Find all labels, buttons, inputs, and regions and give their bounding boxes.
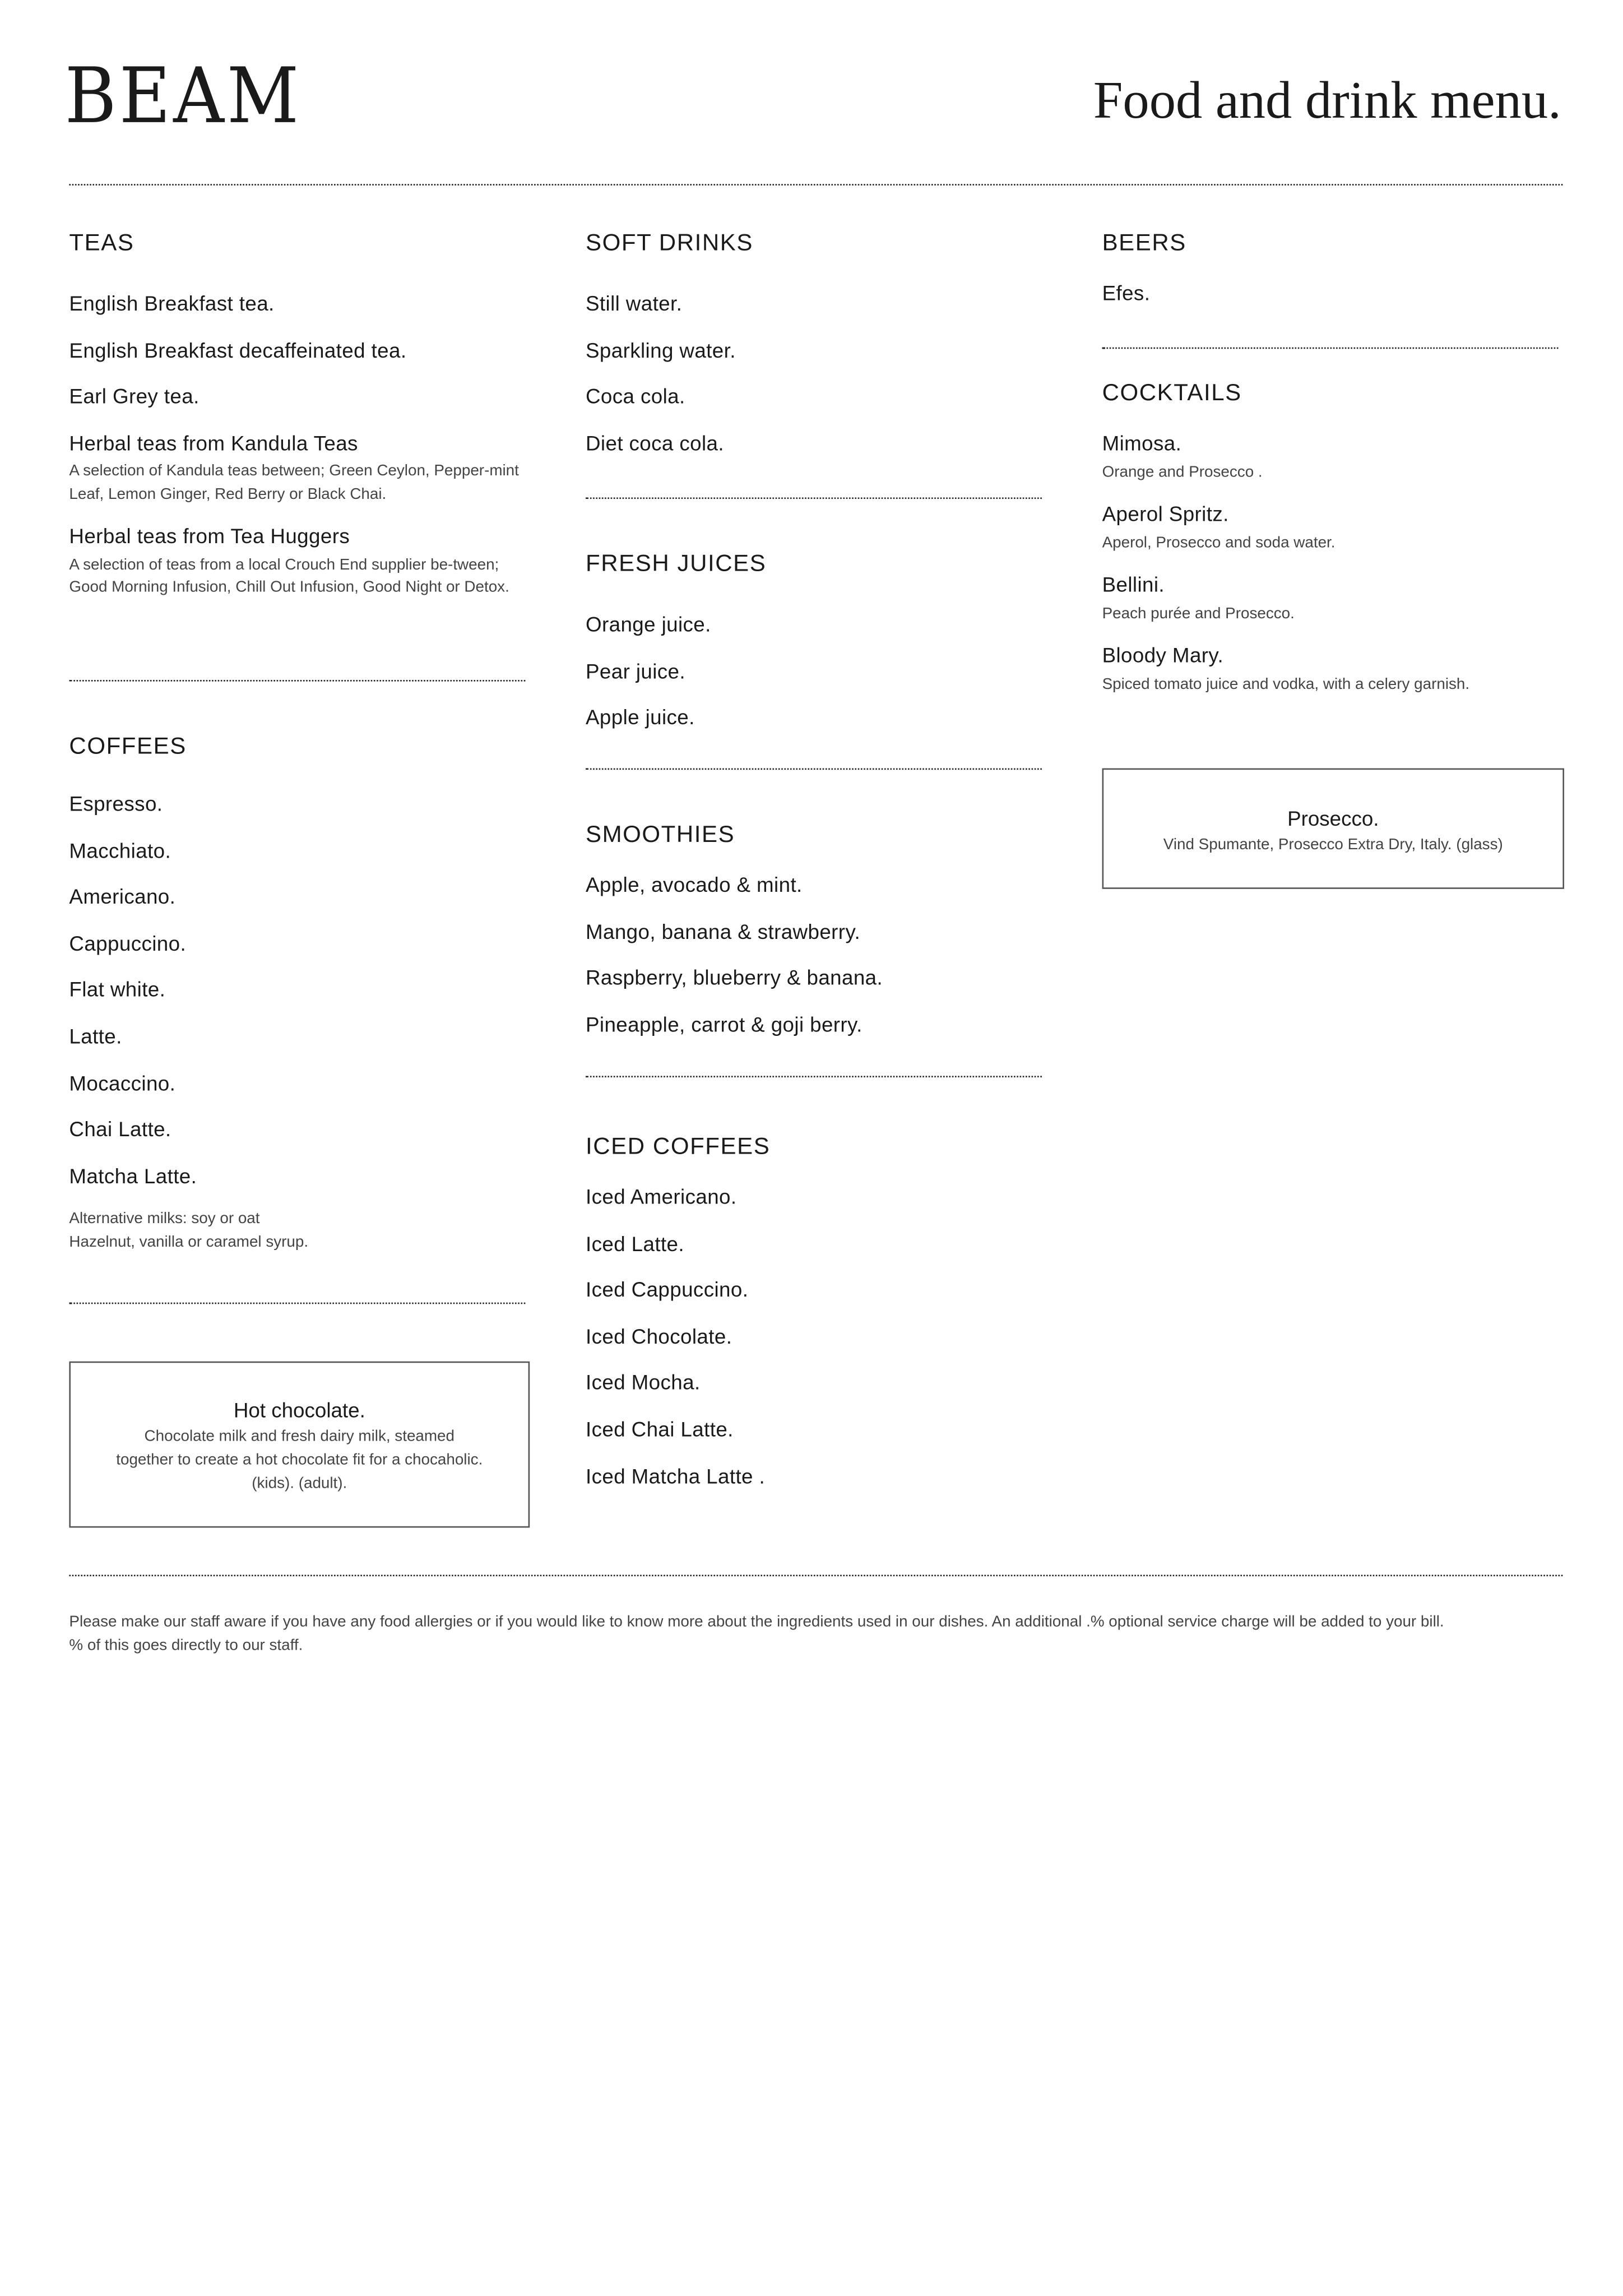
footer-line: Please make our staff aware if you have any food allergies or if you would like to know more about the ingredients used in our dishes. An additional .% optional service charge will be added to your bill. [69, 1613, 1444, 1631]
menu-item: Coca cola. [585, 384, 685, 408]
footer-note [69, 1610, 1570, 1657]
menu-item: Iced Latte. [585, 1231, 684, 1255]
smoothies-section [586, 821, 1049, 1056]
menu-item: Aperol Spritz. [1102, 502, 1229, 526]
menu-item: English Breakfast decaffeinated tea. [69, 337, 407, 362]
menu-item: Bloody Mary. [1102, 644, 1224, 668]
menu-item: Espresso. [69, 791, 163, 816]
menu-item: Iced Cappuccino. [585, 1277, 749, 1302]
footer-line: % of this goes directly to our staff. [69, 1636, 303, 1655]
prosecco-description: Vind Spumante, Prosecco Extra Dry, Italy. (glass) [1163, 836, 1503, 854]
menu-item-description: A selection of teas from a local Crouch End supplier be-tween; Good Morning Infusion, Chill Out Infusion, Good Night or Detox. [69, 556, 509, 597]
menu-item: Iced Chocolate. [585, 1324, 732, 1348]
menu-item: Pineapple, carrot & goji berry. [585, 1012, 862, 1036]
hot-chocolate-description: Chocolate milk and fresh dairy milk, steamed together to create a hot chocolate fit for a chocaholic. (kids). (adult). [116, 1427, 483, 1493]
menu-item-description: A selection of Kandula teas between; Green Ceylon, Pepper-mint Leaf, Lemon Ginger, Red Berry or Black Chai. [69, 462, 519, 503]
menu-item: Herbal teas from Kandula Teas [69, 430, 358, 455]
menu-item: Iced Chai Latte. [585, 1417, 734, 1441]
section-heading: FRESH JUICES [585, 552, 767, 577]
menu-item: Cappuccino. [69, 931, 187, 955]
menu-item-description: Peach purée and Prosecco. [1102, 604, 1295, 623]
menu-item: Chai Latte. [69, 1117, 171, 1141]
beam-logo: BEAM [64, 53, 302, 142]
menu-item: Iced Mocha. [585, 1371, 701, 1395]
menu-item-description: Orange and Prosecco . [1102, 462, 1263, 481]
coffees-section [69, 733, 532, 1255]
page-title: Food and drink menu. [1093, 71, 1561, 130]
section-heading: BEERS [1102, 231, 1186, 256]
cocktails-section [1102, 379, 1566, 711]
fresh-juices-section [586, 550, 1049, 749]
menu-item: Diet coca cola. [585, 430, 725, 455]
menu-item: Latte. [69, 1024, 122, 1048]
menu-item: Iced Americano. [585, 1184, 737, 1209]
menu-item: Flat white. [69, 978, 166, 1002]
prosecco-box [1102, 769, 1564, 889]
section-heading: ICED COFFEES [585, 1135, 771, 1160]
iced-coffees-section [586, 1133, 1049, 1507]
menu-item: Apple, avocado & mint. [585, 872, 803, 896]
soft-drinks-section [586, 230, 1049, 475]
menu-item: Earl Grey tea. [69, 384, 200, 408]
menu-item: Sparkling water. [585, 337, 736, 362]
section-heading: COCKTAILS [1102, 381, 1242, 406]
menu-item: Mocaccino. [69, 1071, 176, 1095]
teas-section [69, 230, 532, 615]
section-heading: TEAS [69, 231, 135, 256]
divider [586, 497, 1042, 499]
coffee-note: Alternative milks: soy or oat [69, 1210, 260, 1228]
menu-item: Orange juice. [585, 612, 711, 636]
divider [69, 1303, 525, 1304]
divider [586, 769, 1042, 770]
menu-item: Macchiato. [69, 838, 171, 862]
menu-item: Herbal teas from Tea Huggers [69, 524, 350, 548]
divider [69, 1575, 1562, 1576]
menu-item-description: Aperol, Prosecco and soda water. [1102, 534, 1336, 552]
section-heading: SMOOTHIES [585, 822, 735, 848]
menu-item: Still water. [585, 291, 683, 315]
menu-item: Mimosa. [1102, 431, 1182, 455]
menu-item: Bellini. [1102, 572, 1165, 596]
menu-item: Pear juice. [585, 659, 685, 683]
coffee-note: Hazelnut, vanilla or caramel syrup. [69, 1234, 309, 1252]
hot-chocolate-box [69, 1362, 530, 1528]
section-heading: COFFEES [69, 734, 187, 760]
menu-item: Iced Matcha Latte . [585, 1464, 766, 1488]
divider [69, 680, 525, 682]
prosecco-title: Prosecco. [1287, 806, 1379, 830]
divider [69, 184, 1562, 186]
menu-item-description: Spiced tomato juice and vodka, with a celery garnish. [1102, 675, 1470, 693]
menu-item: English Breakfast tea. [69, 291, 275, 315]
menu-item: Apple juice. [585, 705, 695, 729]
menu-item: Efes. [1102, 281, 1151, 305]
menu-item: Raspberry, blueberry & banana. [585, 965, 883, 989]
menu-item: Mango, banana & strawberry. [585, 919, 861, 943]
section-heading: SOFT DRINKS [585, 231, 753, 256]
hot-chocolate-title: Hot chocolate. [233, 1398, 365, 1422]
menu-item: Matcha Latte. [69, 1164, 197, 1188]
divider [586, 1076, 1042, 1077]
menu-item: Americano. [69, 885, 176, 909]
beers-section [1102, 230, 1566, 325]
divider [1102, 348, 1559, 349]
